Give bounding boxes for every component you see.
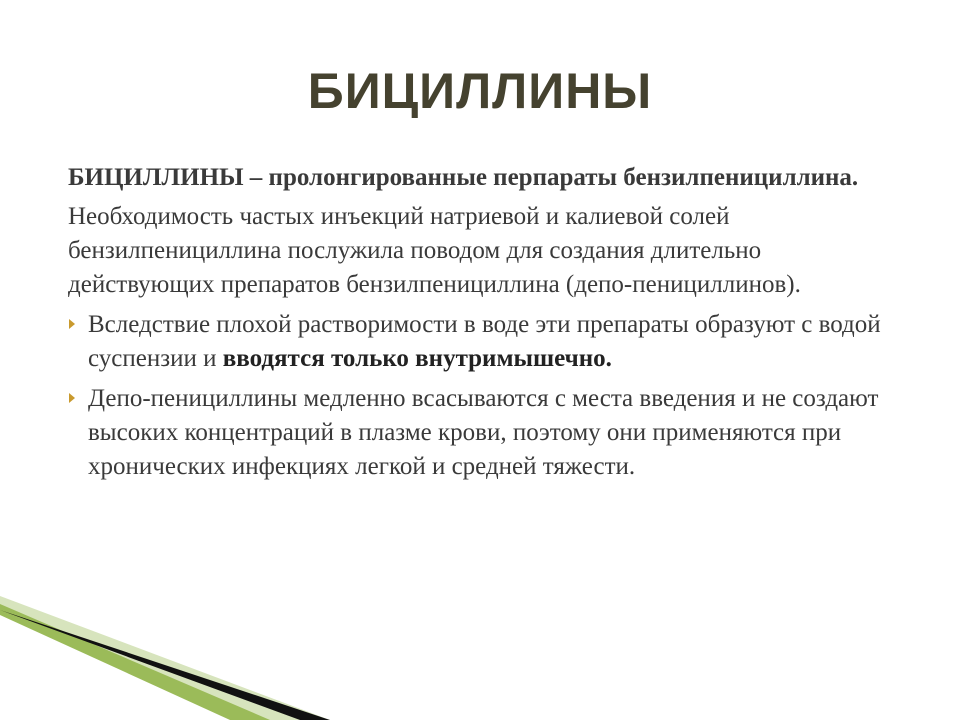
- stripe-white: [0, 615, 230, 720]
- bullet-1-text: Вследствие плохой растворимости в воде эти препараты образуют с водой суспензии и: [88, 311, 881, 372]
- bullet-2-text: Депо-пенициллины медленно всасываются с места введения и не создают высоких концентраций в плазме крови, поэтому они применяются при хронических инфекциях легкой и средней тяжести.: [88, 385, 879, 480]
- body-paragraph: Необходимость частых инъекций натриевой и калиевой солей бензилпенициллина послужила поводом для создания длительно действующих препаратов бензилпенициллина (депо-пенициллинов).: [68, 203, 801, 298]
- bullet-1-bold: вводятся только внутримышечно.: [222, 345, 612, 372]
- slide-title: БИЦИЛЛИНЫ: [307, 63, 653, 119]
- intro-definition: БИЦИЛЛИНЫ – пролонгированные перпараты бензилпенициллина.: [68, 164, 859, 191]
